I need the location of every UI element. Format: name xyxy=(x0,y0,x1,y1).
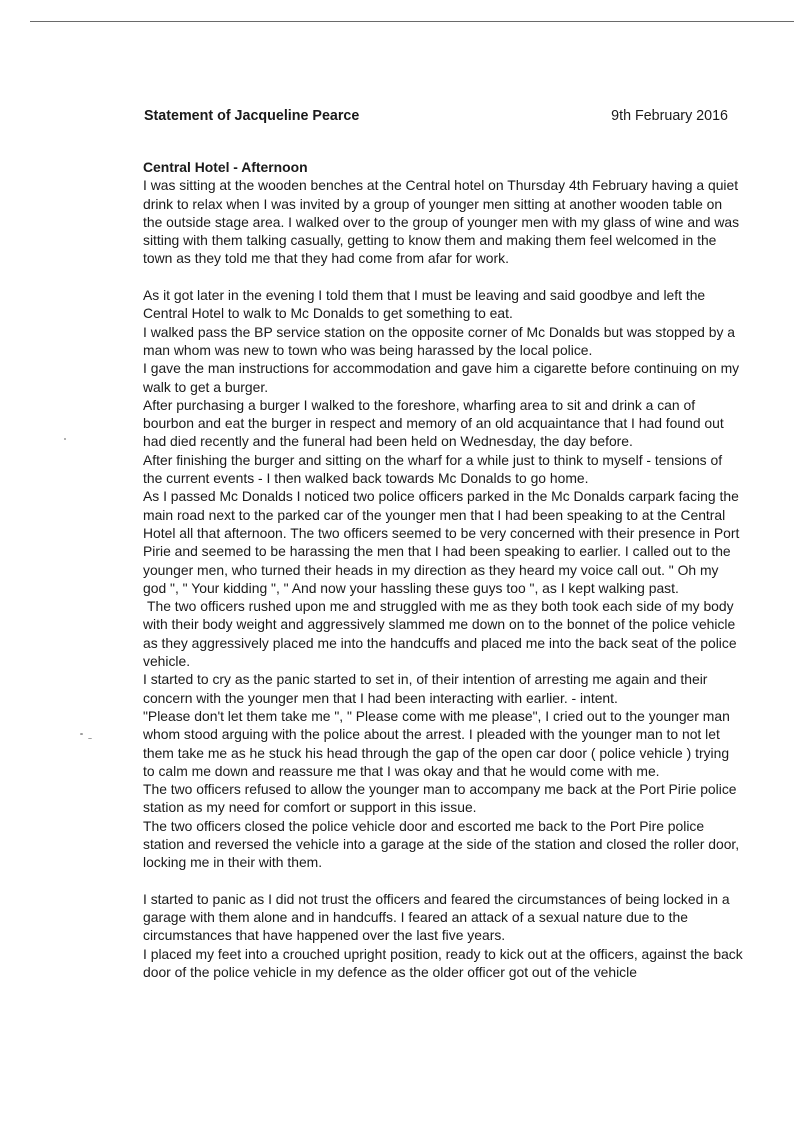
scan-speck xyxy=(80,733,83,735)
paragraph-1: I was sitting at the wooden benches at the Central hotel on Thursday 4th February having a quiet drink to relax when I was invited by a group of younger men sitting at another wooden table on the outside stage area. I walked over to the group of younger men with my glass of wine and was sitting with them talking casually, getting to know them and making them feel welcomed in the town as they told me that they had come from afar for work. xyxy=(143,177,740,267)
section-heading: Central Hotel - Afternoon xyxy=(143,159,308,175)
paragraph-3: I walked pass the BP service station on the opposite corner of Mc Donalds but was stopped by a man whom was new to town who was being harassed by the local police. xyxy=(143,323,735,358)
scan-speck xyxy=(64,438,66,440)
paragraph-2: As it got later in the evening I told them that I must be leaving and said goodbye and left the Central Hotel to walk to Mc Donalds to get something to eat. xyxy=(143,287,706,322)
paragraph-7: As I passed Mc Donalds I noticed two police officers parked in the Mc Donalds carpark facing the main road next to the parked car of the younger men that I had been speaking to at the Central Hotel all that afternoon. The two officers seemed to be very concerned with their presence in Port Pirie and seemed to be harassing the men that I had been speaking to earlier. I called out to the younger men, who turned their heads in my direction as they heard my voice call out. " Oh my god ", " Your kidding ", " And now your hassling these guys too ", as I kept walking past. xyxy=(143,488,740,596)
paragraph-4: I gave the man instructions for accommodation and gave him a cigarette before continuing on my walk to get a burger. xyxy=(143,360,740,395)
paragraph-14: I placed my feet into a crouched upright position, ready to kick out at the officers, against the back door of the police vehicle in my defence as the older officer got out of the vehicle xyxy=(143,945,743,981)
paragraph-11: The two officers refused to allow the younger man to accompany me back at the Port Pirie police station as my need for comfort or support in this issue. xyxy=(143,781,737,816)
statement-title: Statement of Jacqueline Pearce xyxy=(144,108,360,124)
scan-edge-line xyxy=(30,21,794,22)
paragraph-10: "Please don't let them take me ", " Please come with me please", I cried out to the younger man whom stood arguing with the police about the arrest. I pleaded with the younger man to not let them take me as he stuck his head through the gap of the open car door ( police vehicle ) trying to calm me down and reassure me that I was okay and that he would come with me. xyxy=(143,707,730,779)
paragraph-5: After purchasing a burger I walked to the foreshore, wharfing area to sit and drink a can of bourbon and eat the burger in respect and memory of an old acquaintance that I had found out had died recently and the funeral had been held on Wednesday, the day before. xyxy=(143,396,724,450)
statement-date: 9th February 2016 xyxy=(611,108,728,124)
scan-speck xyxy=(88,738,92,739)
paragraph-13: I started to panic as I did not trust the officers and feared the circumstances of being locked in a garage with them alone and in handcuffs. I feared an attack of a sexual nature due to the circumstances that have happened over the last five years. xyxy=(143,890,730,944)
paragraph-9: I started to cry as the panic started to set in, of their intention of arresting me again and their concern with the younger men that I had been interacting with earlier. - intent. xyxy=(143,671,708,706)
paragraph-6: After finishing the burger and sitting on the wharf for a while just to think to myself - tensions of the current events - I then walked back towards Mc Donalds to go home. xyxy=(143,451,723,487)
paragraph-12: The two officers closed the police vehicle door and escorted me back to the Port Pire police station and reversed the vehicle into a garage at the side of the station and closed the roller door, locking me in their with them. xyxy=(143,817,740,871)
paragraph-8: The two officers rushed upon me and struggled with me as they both took each side of my body with their body weight and aggressively slammed me down on to the bonnet of the police vehicle as they aggressively placed me into the handcuffs and placed me into the back seat of the police vehicle. xyxy=(143,598,737,670)
statement-body xyxy=(143,158,743,981)
